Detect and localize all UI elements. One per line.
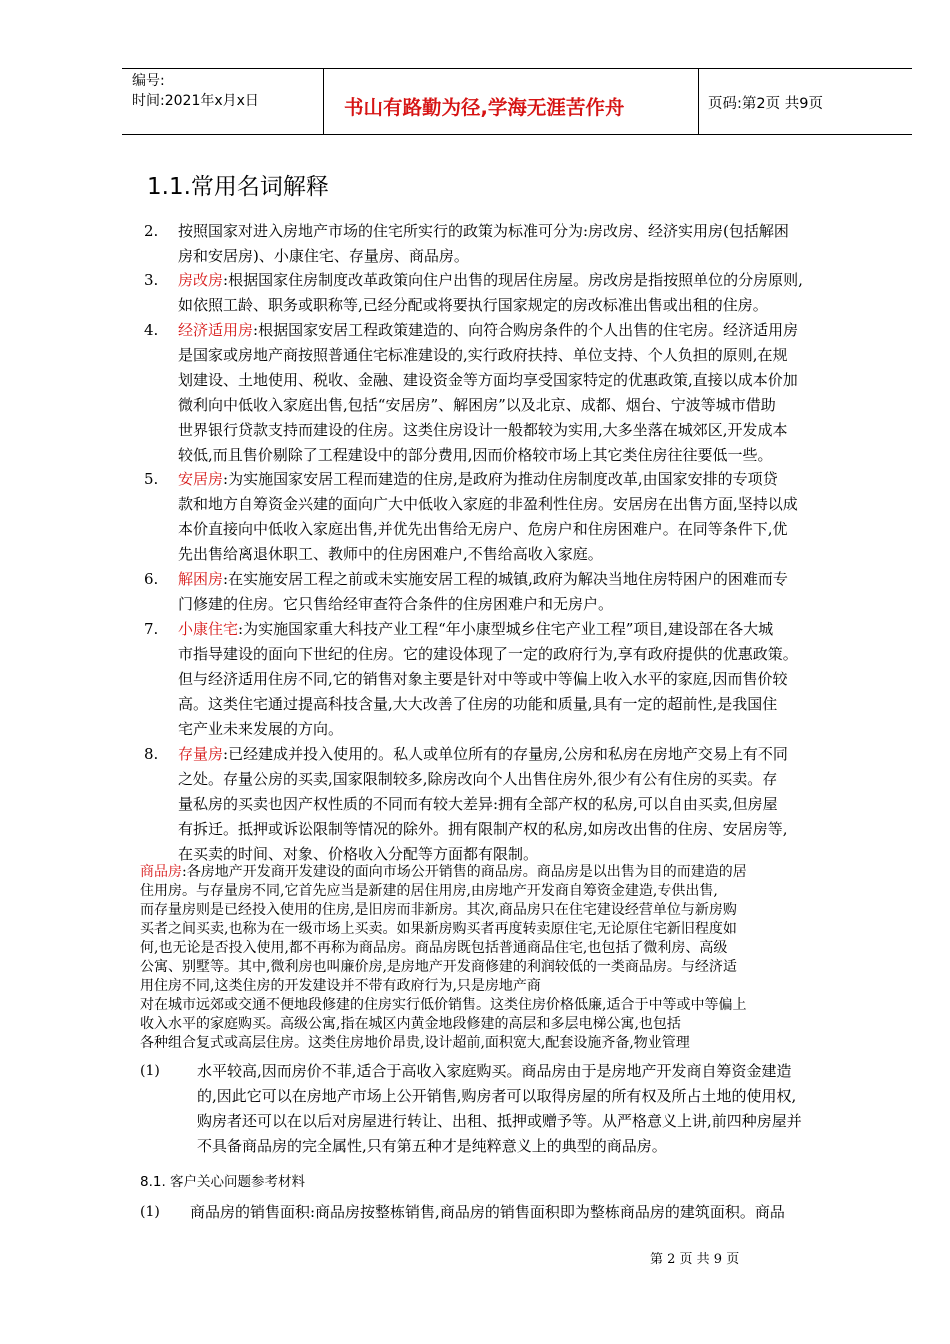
header-divider: [698, 68, 699, 135]
line-text: 先出售给离退休职工、教师中的住房困难户,不售给高收入家庭。: [178, 545, 603, 563]
term-label: 经济适用房: [178, 321, 254, 339]
line-text: 房和安居房)、小康住宅、存量房、商品房。: [178, 247, 469, 265]
paragraph-line: [140, 863, 892, 882]
line-text: 高。这类住宅通过提高科技含量,大大改善了住房的功能和质量,具有一定的超前性,是我国住: [178, 695, 778, 713]
paragraph-line: [178, 592, 890, 617]
paragraph-line: [178, 293, 890, 318]
paragraph-line: 水平较高,因而房价不菲,适合于高收入家庭购买。商品房由于是房地产开发商自筹资金建造: [197, 1062, 792, 1080]
line-text: 用住房不同,这类住房的开发建设并不带有政府行为,只是房地产商: [140, 978, 541, 994]
line-text: 本价直接向中低收入家庭出售,并优先出售给无房户、危房户和住房困难户。在同等条件下,优: [178, 520, 788, 538]
paragraph-line: 购房者还可以在以后对房屋进行转让、出租、抵押或赠予等。从严格意义上讲,前四种房屋并: [197, 1112, 802, 1130]
paragraph-line: [178, 542, 890, 567]
item-number: 7.: [144, 620, 159, 638]
line-text: 划建设、土地使用、税收、金融、建设资金等方面均享受国家特定的优惠政策,直接以成本价加: [178, 371, 798, 389]
paragraph-line: [140, 1015, 892, 1034]
paragraph-line: [140, 939, 892, 958]
paragraph-line: [178, 667, 890, 692]
item-paragraph: [178, 268, 890, 318]
item-number: 4.: [144, 321, 159, 339]
term-label: 小康住宅: [178, 620, 239, 638]
paragraph-line: [140, 1034, 892, 1053]
term-label: 解困房: [178, 570, 224, 588]
item-number: 3.: [144, 271, 159, 289]
line-text: 收入水平的家庭购买。高级公寓,指在城区内黄金地段修建的高层和多层电梯公寓,也包括: [140, 1016, 681, 1032]
line-text: 较低,而且售价剔除了工程建设中的部分费用,因而价格较市场上其它类住房往往要低一些。: [178, 446, 773, 464]
line-text: :根据国家住房制度改革政策向住户出售的现居住房屋。房改房是指按照单位的分房原则,: [223, 271, 803, 289]
line-text: :在实施安居工程之前或未实施安居工程的城镇,政府为解决当地住房特困户的困难而专: [223, 570, 788, 588]
paragraph-line: [178, 742, 890, 767]
paragraph-line: [140, 996, 892, 1015]
paragraph-line: [140, 920, 892, 939]
line-text: 住用房。与存量房不同,它首先应当是新建的居住用房,由房地产开发商自筹资金建造,专供出售,: [140, 883, 718, 899]
paragraph-line: [178, 418, 890, 443]
line-text: 款和地方自筹资金兴建的面向广大中低收入家庭的非盈利性住房。安居房在出售方面,坚持以成: [178, 495, 798, 513]
subsection-heading: 8.1. 客户关心问题参考材料: [140, 1174, 306, 1190]
paragraph-line: [178, 343, 890, 368]
line-text: 买者之间买卖,也称为在一级市场上买卖。如果新房购买者再度转卖原住宅,无论原住宅新旧程度如: [140, 921, 737, 937]
header-divider: [323, 68, 324, 135]
line-text: 公寓、别墅等。其中,微利房也叫廉价房,是房地产开发商修建的利润较低的一类商品房。与经济适: [140, 959, 737, 975]
line-text: 而存量房则是已经投入使用的住房,是旧房而非新房。其次,商品房只在住宅建设经营单位与新房购: [140, 902, 737, 918]
item-number: 8.: [144, 745, 159, 763]
paragraph-line: [178, 492, 890, 517]
paragraph-line: [140, 958, 892, 977]
paragraph-line: [178, 642, 890, 667]
item-paragraph: [178, 219, 890, 269]
line-text: 有拆迁。抵押或诉讼限制等情况的除外。拥有限制产权的私房,如房改出售的住房、安居房等,: [178, 820, 788, 838]
paragraph-line: [178, 517, 890, 542]
term-label: 房改房: [178, 271, 224, 289]
paragraph-line: [178, 268, 890, 293]
line-text: 在买卖的时间、对象、价格收入分配等方面都有限制。: [178, 845, 539, 863]
header-meta: [132, 71, 259, 111]
paragraph-line: [178, 692, 890, 717]
term-label: 商品房: [140, 864, 182, 880]
paragraph-line: [178, 318, 890, 343]
header-top-rule: [122, 68, 912, 69]
paragraph-line: [140, 977, 892, 996]
paragraph-line: [178, 467, 890, 492]
term-label: 安居房: [178, 470, 224, 488]
page-footer: 第 2 页 共 9 页: [650, 1252, 740, 1267]
paragraph-line: [178, 443, 890, 468]
item-paragraph: [178, 318, 890, 468]
term-label: 存量房: [178, 745, 224, 763]
header-page-label: 页码:第2页 共9页: [708, 96, 823, 112]
line-text: 但与经济适用住房不同,它的销售对象主要是针对中等或中等偏上收入水平的家庭,因而售价较: [178, 670, 788, 688]
line-text: 各种组合复式或高层住房。这类住房地价昂贵,设计超前,面积宽大,配套设施齐备,物业管理: [140, 1035, 690, 1051]
line-text: 之处。存量公房的买卖,国家限制较多,除房改向个人出售住房外,很少有公有住房的买卖。存: [178, 770, 778, 788]
line-text: :已经建成并投入使用的。私人或单位所有的存量房,公房和私房在房地产交易上有不同: [223, 745, 788, 763]
item-number: 6.: [144, 570, 159, 588]
line-text: 市指导建设的面向下世纪的住房。它的建设体现了一定的政府行为,享有政府提供的优惠政策。: [178, 645, 798, 663]
line-text: :根据国家安居工程政策建造的、向符合购房条件的个人出售的住宅房。经济适用房: [253, 321, 799, 339]
paragraph-line: [178, 717, 890, 742]
header-table: [122, 68, 912, 136]
paragraph-line: [140, 901, 892, 920]
paragraph-line: [178, 244, 890, 269]
last-item-text: 商品房的销售面积:商品房按整栋销售,商品房的销售面积即为整栋商品房的建筑面积。商品: [190, 1203, 785, 1221]
paragraph-line: [178, 567, 890, 592]
paragraph-line: [178, 617, 890, 642]
line-text: 是国家或房地产商按照普通住宅标准建设的,实行政府扶持、单位支持、个人负担的原则,在规: [178, 346, 788, 364]
paragraph-line: [178, 368, 890, 393]
sub-item-paragraph: [197, 1059, 892, 1159]
line-text: 世界银行贷款支持而建设的住房。这类住房设计一般都较为实用,大多坐落在城郊区,开发成本: [178, 421, 788, 439]
item-paragraph: [178, 742, 890, 867]
paragraph-line: 不具备商品房的完全属性,只有第五种才是纯粹意义上的典型的商品房。: [197, 1137, 667, 1155]
line-text: 何,也无论是否投入使用,都不再称为商品房。商品房既包括普通商品住宅,也包括了微利房、高级: [140, 940, 728, 956]
item-paragraph: [178, 467, 890, 567]
commercial-housing-paragraph: [140, 863, 892, 1053]
line-text: 微利向中低收入家庭出售,包括“安居房”、解困房”以及北京、成都、烟台、宁波等城市借助: [178, 396, 776, 414]
line-text: :为实施国家重大科技产业工程“年小康型城乡住宅产业工程”项目,建设部在各大城: [238, 620, 774, 638]
item-paragraph: [178, 617, 890, 742]
header-motto: 书山有路勤为径,学海无涯苦作舟: [344, 96, 625, 119]
paragraph-line: [178, 219, 890, 244]
item-number: 5.: [144, 470, 159, 488]
paragraph-line: [178, 393, 890, 418]
number-label: 编号:: [132, 73, 165, 89]
line-text: 门修建的住房。它只售给经审查符合条件的住房困难户和无房户。: [178, 595, 614, 613]
line-text: 按照国家对进入房地产市场的住宅所实行的政策为标准可分为:房改房、经济实用房(包括解困: [178, 222, 789, 240]
last-item-number: (1): [140, 1204, 160, 1220]
paragraph-line: [178, 817, 890, 842]
line-text: :为实施国家安居工程而建造的住房,是政府为推动住房制度改革,由国家安排的专项贷: [223, 470, 778, 488]
paragraph-line: 的,因此它可以在房地产市场上公开销售,购房者可以取得房屋的所有权及所占土地的使用权,: [197, 1087, 797, 1105]
time-label: 时间:2021年x月x日: [132, 93, 259, 109]
line-text: 量私房的买卖也因产权性质的不同而有较大差异:拥有全部产权的私房,可以自由买卖,但房屋: [178, 795, 778, 813]
section-heading: 1.1.常用名词解释: [147, 174, 329, 200]
line-text: 如依照工龄、职务或职称等,已经分配或将要执行国家规定的房改标准出售或出租的住房。: [178, 296, 768, 314]
paragraph-line: [178, 767, 890, 792]
paragraph-line: [178, 792, 890, 817]
item-number: 2.: [144, 222, 159, 240]
line-text: 对在城市远郊或交通不便地段修建的住房实行低价销售。这类住房价格低廉,适合于中等或中等偏上: [140, 997, 747, 1013]
item-paragraph: [178, 567, 890, 617]
paragraph-line: [140, 882, 892, 901]
sub-item-number: (1): [140, 1063, 160, 1079]
line-text: 宅产业未来发展的方向。: [178, 720, 344, 738]
header-bottom-rule: [122, 134, 912, 135]
line-text: :各房地产开发商开发建设的面向市场公开销售的商品房。商品房是以出售为目的而建造的居: [182, 864, 747, 880]
